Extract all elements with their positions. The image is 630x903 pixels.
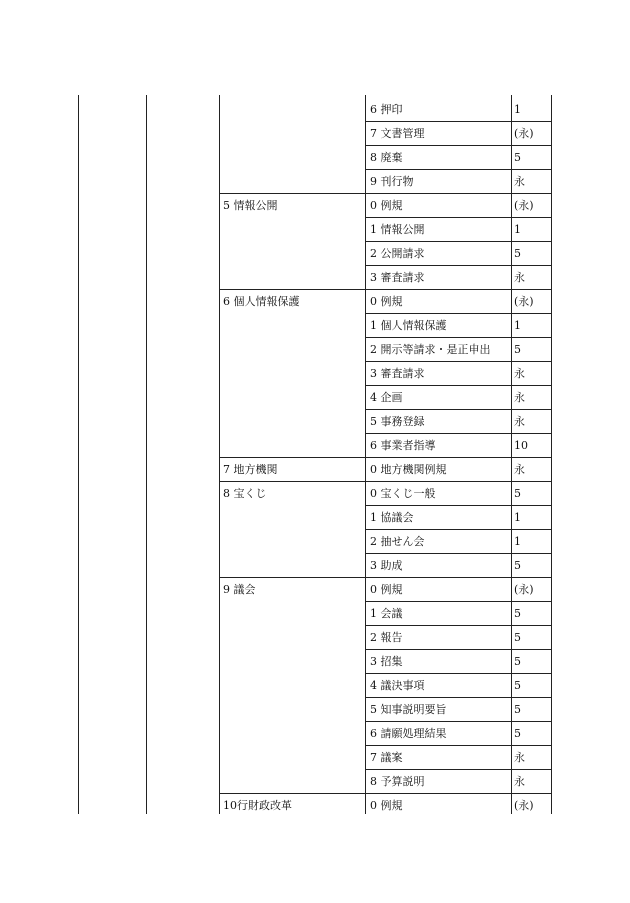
row-divider — [365, 697, 552, 698]
retention-cell: 5 — [514, 631, 521, 644]
row-divider — [365, 553, 552, 554]
minor-category-cell: 2 報告 — [370, 631, 403, 644]
retention-cell: 1 — [514, 511, 521, 524]
minor-category-cell: 9 刊行物 — [370, 175, 414, 188]
minor-category-cell: 7 議案 — [370, 751, 403, 764]
row-divider — [365, 673, 552, 674]
row-divider — [219, 289, 552, 290]
row-divider — [219, 793, 552, 794]
row-divider — [219, 577, 552, 578]
minor-category-cell: 5 知事説明要旨 — [370, 703, 447, 716]
major-category-cell: 9 議会 — [223, 583, 256, 596]
row-divider — [365, 505, 552, 506]
minor-category-cell: 0 例規 — [370, 583, 403, 596]
row-divider — [365, 313, 552, 314]
minor-category-cell: 3 審査請求 — [370, 367, 425, 380]
minor-category-cell: 4 企画 — [370, 391, 403, 404]
minor-category-cell: 6 請願処理結果 — [370, 727, 447, 740]
retention-cell: 永 — [514, 775, 525, 788]
row-divider — [365, 217, 552, 218]
col-border-1 — [78, 95, 79, 814]
minor-category-cell: 0 例規 — [370, 799, 403, 812]
retention-cell: 5 — [514, 607, 521, 620]
row-divider — [219, 193, 552, 194]
col-border-6 — [551, 95, 552, 814]
retention-cell: 1 — [514, 319, 521, 332]
minor-category-cell: 6 押印 — [370, 103, 403, 116]
retention-cell: 5 — [514, 343, 521, 356]
col-border-5 — [511, 95, 512, 814]
retention-cell: 1 — [514, 103, 521, 116]
minor-category-cell: 3 審査請求 — [370, 271, 425, 284]
row-divider — [365, 145, 552, 146]
row-divider — [365, 265, 552, 266]
col-border-3 — [219, 95, 220, 814]
minor-category-cell: 7 文書管理 — [370, 127, 425, 140]
minor-category-cell: 1 会議 — [370, 607, 403, 620]
minor-category-cell: 1 情報公開 — [370, 223, 425, 236]
retention-cell: (永) — [514, 295, 534, 308]
retention-cell: 5 — [514, 703, 521, 716]
row-divider — [365, 745, 552, 746]
retention-cell: 5 — [514, 151, 521, 164]
minor-category-cell: 8 廃棄 — [370, 151, 403, 164]
retention-cell: 永 — [514, 463, 525, 476]
row-divider — [365, 121, 552, 122]
row-divider — [365, 385, 552, 386]
minor-category-cell: 6 事業者指導 — [370, 439, 436, 452]
row-divider — [365, 721, 552, 722]
row-divider — [365, 601, 552, 602]
retention-cell: (永) — [514, 199, 534, 212]
retention-cell: 5 — [514, 679, 521, 692]
major-category-cell: 8 宝くじ — [223, 487, 267, 500]
retention-cell: 永 — [514, 751, 525, 764]
minor-category-cell: 8 予算説明 — [370, 775, 425, 788]
minor-category-cell: 1 個人情報保護 — [370, 319, 447, 332]
retention-cell: 永 — [514, 415, 525, 428]
row-divider — [365, 433, 552, 434]
col-border-4 — [365, 95, 366, 814]
row-divider — [365, 529, 552, 530]
row-divider — [365, 169, 552, 170]
retention-cell: (永) — [514, 583, 534, 596]
retention-cell: 5 — [514, 655, 521, 668]
minor-category-cell: 3 招集 — [370, 655, 403, 668]
minor-category-cell: 1 協議会 — [370, 511, 414, 524]
retention-cell: 5 — [514, 487, 521, 500]
major-category-cell: 7 地方機関 — [223, 463, 278, 476]
minor-category-cell: 0 例規 — [370, 199, 403, 212]
row-divider — [365, 649, 552, 650]
minor-category-cell: 2 抽せん会 — [370, 535, 425, 548]
minor-category-cell: 2 公開請求 — [370, 247, 425, 260]
retention-cell: 5 — [514, 247, 521, 260]
row-divider — [365, 625, 552, 626]
row-divider — [219, 481, 552, 482]
minor-category-cell: 3 助成 — [370, 559, 403, 572]
row-divider — [365, 241, 552, 242]
retention-cell: 5 — [514, 727, 521, 740]
retention-cell: (永) — [514, 127, 534, 140]
minor-category-cell: 5 事務登録 — [370, 415, 425, 428]
minor-category-cell: 2 開示等請求・是正申出 — [370, 343, 491, 356]
retention-cell: 永 — [514, 391, 525, 404]
row-divider — [365, 361, 552, 362]
minor-category-cell: 0 宝くじ一般 — [370, 487, 436, 500]
major-category-cell: 10行財政改革 — [223, 799, 292, 812]
retention-cell: 永 — [514, 367, 525, 380]
retention-cell: (永) — [514, 799, 534, 812]
row-divider — [365, 409, 552, 410]
col-border-2 — [146, 95, 147, 814]
retention-cell: 1 — [514, 223, 521, 236]
row-divider — [365, 337, 552, 338]
retention-cell: 1 — [514, 535, 521, 548]
retention-cell: 永 — [514, 175, 525, 188]
retention-cell: 5 — [514, 559, 521, 572]
minor-category-cell: 0 例規 — [370, 295, 403, 308]
row-divider — [219, 457, 552, 458]
retention-cell: 10 — [514, 439, 528, 452]
minor-category-cell: 4 議決事項 — [370, 679, 425, 692]
major-category-cell: 6 個人情報保護 — [223, 295, 300, 308]
major-category-cell: 5 情報公開 — [223, 199, 278, 212]
retention-cell: 永 — [514, 271, 525, 284]
minor-category-cell: 0 地方機関例規 — [370, 463, 447, 476]
row-divider — [365, 769, 552, 770]
